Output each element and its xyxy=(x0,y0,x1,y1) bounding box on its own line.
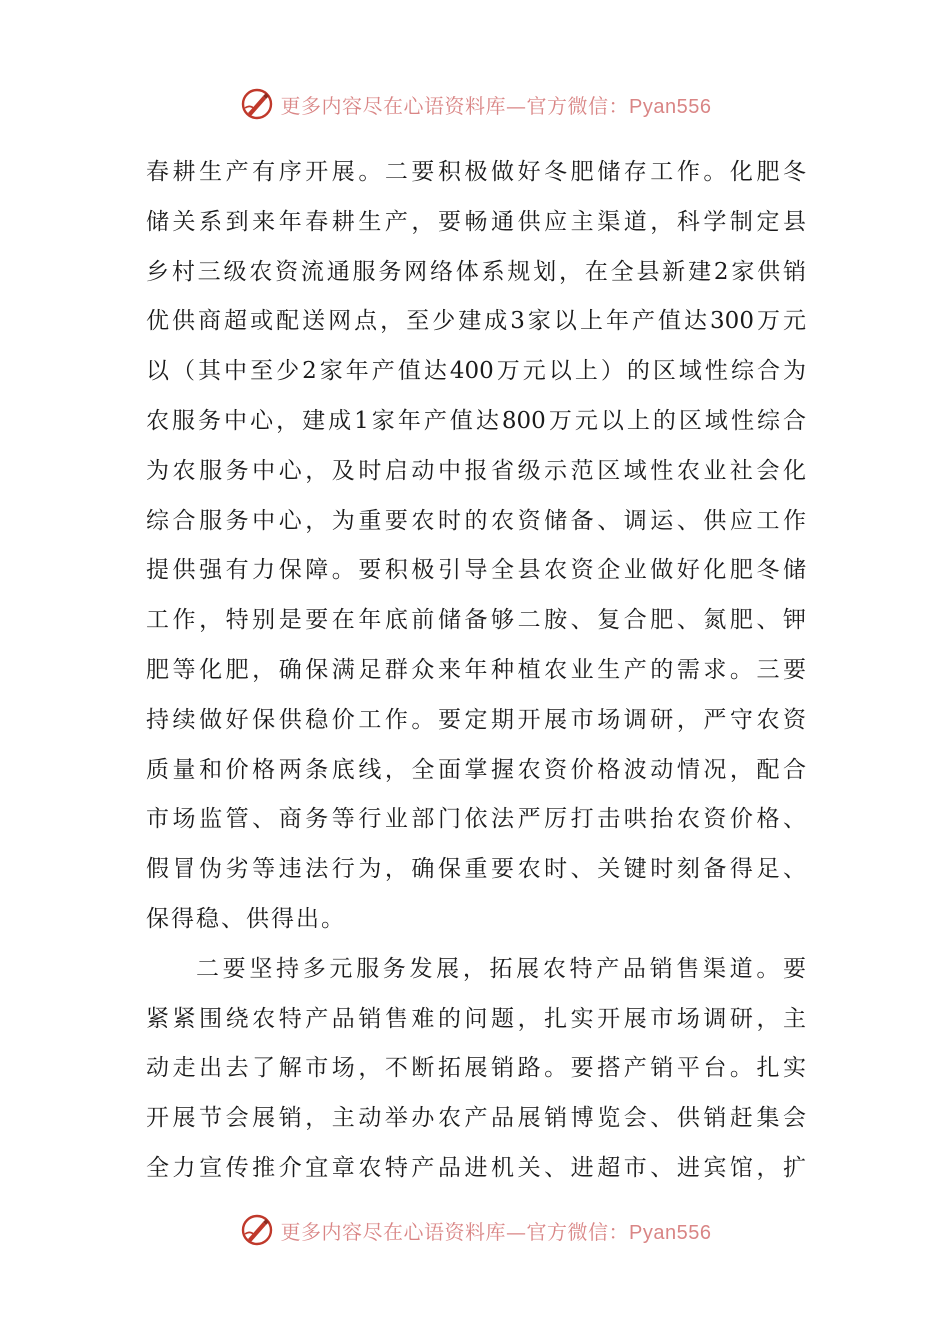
pen-circle-logo-icon xyxy=(239,1212,275,1248)
text-line: 全力宣传推介宜章农特产品进机关、进超市、进宾馆，扩 xyxy=(146,1154,806,1181)
text-line: 储关系到来年春耕生产，要畅通供应主渠道，科学制定县 xyxy=(146,208,806,235)
text-line: 农服务中心，建成1家年产值达800万元以上的区域性综合 xyxy=(146,407,806,434)
text-line: 乡村三级农资流通服务网络体系规划，在全县新建2家供销 xyxy=(146,258,806,285)
paragraph-2 xyxy=(146,945,806,1194)
text-line: 以（其中至少2家年产值达400万元以上）的区域性综合为 xyxy=(146,358,806,385)
text-line: 假冒伪劣等违法行为，确保重要农时、关键时刻备得足、 xyxy=(146,856,806,883)
text-line: 市场监管、商务等行业部门依法严厉打击哄抬农资价格、 xyxy=(146,806,806,833)
text-line: 二要坚持多元服务发展，拓展农特产品销售渠道。要 xyxy=(196,955,806,982)
text-line: 工作，特别是要在年底前储备够二胺、复合肥、氮肥、钾 xyxy=(146,607,806,634)
text-line: 优供商超或配送网点，至少建成3家以上年产值达300万元 xyxy=(146,308,806,335)
pen-circle-logo-icon xyxy=(239,86,275,122)
watermark-text: 更多内容尽在心语资料库—官方微信：Pyan556 xyxy=(280,93,712,118)
text-line: 质量和价格两条底线，全面掌握农资价格波动情况，配合 xyxy=(146,756,806,783)
text-line: 紧紧围绕农特产品销售难的问题，扎实开展市场调研，主 xyxy=(146,1005,806,1032)
text-line: 保得稳、供得出。 xyxy=(146,905,346,932)
watermark-banner-top xyxy=(0,84,950,124)
text-line: 肥等化肥，确保满足群众来年种植农业生产的需求。三要 xyxy=(146,656,806,683)
paragraph-1 xyxy=(146,148,806,945)
text-line: 提供强有力保障。要积极引导全县农资企业做好化肥冬储 xyxy=(146,557,806,584)
text-line: 开展节会展销，主动举办农产品展销博览会、供销赶集会 xyxy=(146,1105,806,1132)
watermark-text: 更多内容尽在心语资料库—官方微信：Pyan556 xyxy=(280,1219,712,1244)
text-line: 春耕生产有序开展。二要积极做好冬肥储存工作。化肥冬 xyxy=(146,159,806,185)
text-line: 为农服务中心，及时启动中报省级示范区域性农业社会化 xyxy=(146,457,806,484)
text-line: 综合服务中心，为重要农时的农资储备、调运、供应工作 xyxy=(146,507,806,534)
watermark-banner-bottom xyxy=(0,1210,950,1250)
text-line: 动走出去了解市场，不断拓展销路。要搭产销平台。扎实 xyxy=(146,1055,806,1082)
text-line: 持续做好保供稳价工作。要定期开展市场调研，严守农资 xyxy=(146,706,806,733)
document-body xyxy=(146,148,806,1194)
